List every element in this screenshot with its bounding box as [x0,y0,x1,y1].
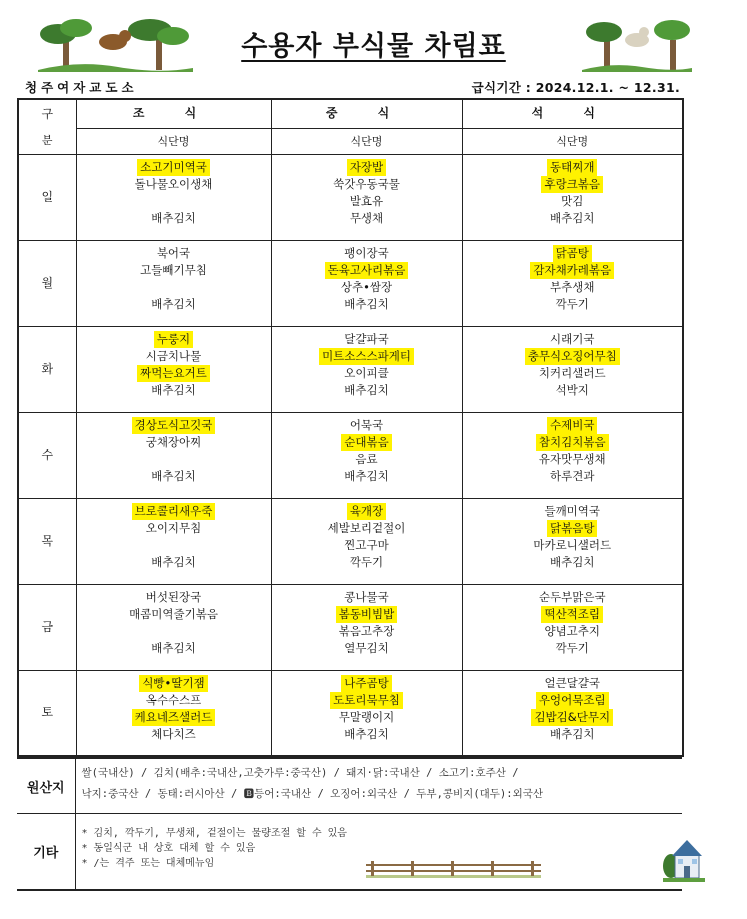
meal-cell [76,670,271,756]
dish-item: 배추김치 [344,383,389,397]
dish-item: 배추김치 [344,297,389,311]
dish-list [77,587,271,667]
meal-cell [271,584,462,670]
table-row [18,412,683,498]
footer-table [17,757,682,891]
dish-item: 달걀파국 [344,332,389,346]
dish-list [463,157,683,237]
page-title: 수용자 부식물 차림표 [241,31,506,62]
origin-line-2: 낙지:중국산 / 동태:러시아산 / 🅱등어:국내산 / 오징어:외국산 / 두부,콩비지(대두):외국산 [81,788,544,800]
dish-item-highlighted: 소고기미역국 [137,159,210,176]
subheader-lunch: 식단명 [271,128,462,154]
dish-item-highlighted: 육개장 [347,503,386,520]
dish-list [272,157,462,237]
menu-table [17,98,684,757]
dish-item: 들깨미역국 [544,504,601,518]
dish-item: 볶음고추장 [338,624,395,638]
etc-row [17,814,682,890]
meal-cell [271,326,462,412]
meal-cell [462,498,683,584]
dish-list [463,243,683,323]
house-decoration-icon [663,832,705,882]
dish-list [272,415,462,495]
dish-item-highlighted: 후랑크볶음 [541,176,603,193]
dish-item-highlighted: 미트소스스파게티 [319,348,414,365]
origin-row [17,758,682,814]
menu-name-row [18,128,683,154]
dish-item: 배추김치 [151,469,196,483]
meal-cell [462,412,683,498]
meal-cell [76,154,271,240]
dish-item-highlighted: 김밥김&단무지 [531,709,613,726]
meal-cell [462,154,683,240]
table-row [18,584,683,670]
dish-item-highlighted: 브로콜리새우죽 [132,503,216,520]
dish-item-highlighted: 식빵•딸기잼 [139,675,207,692]
day-label: 수 [18,412,76,498]
meal-cell [271,154,462,240]
meal-cell [462,584,683,670]
dish-list [272,673,462,753]
dish-item-highlighted: 봄동비빔밥 [336,606,398,623]
dish-list [463,329,683,409]
day-label: 일 [18,154,76,240]
dish-item: 배추김치 [151,555,196,569]
dish-item: 치커리샐러드 [538,366,606,380]
dish-list [77,157,271,237]
dish-item: 시래기국 [550,332,595,346]
header-bun: 분 [18,128,76,154]
dish-item: 체다치즈 [151,726,196,741]
dish-item: 마카로니샐러드 [533,538,612,552]
meal-cell [271,412,462,498]
dish-item: 찐고구마 [344,538,389,552]
day-label: 목 [18,498,76,584]
dish-item-highlighted: 짜먹는요거트 [137,365,210,382]
dish-list [272,329,462,409]
dish-item: 배추김치 [151,641,196,655]
etc-label: 기타 [17,814,75,890]
etc-note: * /는 격주 또는 대체메뉴임 [81,858,215,869]
dish-item: 북어국 [156,246,191,260]
meal-cell [271,670,462,756]
meal-period: 급식기간 : 2024.12.1. ~ 12.31. [471,80,680,95]
meal-cell [462,326,683,412]
meal-cell [76,584,271,670]
dish-item: 돌나물오이생채 [134,177,213,191]
header-gu: 구 [18,99,76,128]
header-lunch: 중 식 [271,99,462,128]
dish-item: 무말랭이지 [338,709,395,724]
dish-item-highlighted: 순대볶음 [341,434,391,451]
dish-item-highlighted: 동태찌개 [547,159,597,176]
dish-item: 오이피클 [344,366,389,380]
dish-item-highlighted: 케요네즈샐러드 [132,709,216,726]
origin-label: 원산지 [17,758,75,814]
dish-item: 음료 [355,452,378,466]
dish-list [272,587,462,667]
dish-item-highlighted: 나주곰탕 [341,675,391,692]
etc-cell [75,814,682,890]
dish-item: 배추김치 [344,469,389,483]
dish-item: 배추김치 [344,726,389,741]
day-label: 화 [18,326,76,412]
subheader-breakfast: 식단명 [76,128,271,154]
meal-header-row [18,99,683,128]
dish-item: 깍두기 [349,555,384,569]
dish-item-highlighted: 닭곰탕 [553,245,592,262]
dish-item: 배추김치 [151,383,196,397]
dish-item: 부추생채 [550,280,595,294]
table-row [18,326,683,412]
dish-item-highlighted: 떡산적조림 [541,606,603,623]
dish-item-highlighted: 감자채카레볶음 [530,262,614,279]
dish-list [77,501,271,581]
dish-item: 어묵국 [349,418,384,432]
dish-item-highlighted: 우엉어묵조림 [536,692,609,709]
table-row [18,240,683,326]
meal-cell [271,498,462,584]
subheader-dinner: 식단명 [462,128,683,154]
dish-item: 옥수수스프 [145,692,202,707]
dish-item-highlighted: 자장밥 [347,159,386,176]
dish-item: 깍두기 [555,641,589,655]
dish-item: 시금치나물 [145,349,202,363]
dish-item: 하루견과 [550,469,595,483]
dish-list [77,415,271,495]
meal-cell [271,240,462,326]
dish-list [463,415,683,495]
day-label: 금 [18,584,76,670]
menu-body [18,154,683,756]
dish-list [463,673,683,753]
origin-line-1: 쌀(국내산) / 김치(배추:국내산,고춧가루:중국산) / 돼지·닭:국내산 / 소고기:호주산 / [81,767,519,779]
dish-item: 매콤미역줄기볶음 [129,607,218,621]
dish-item: 배추김치 [550,726,595,741]
dish-item-highlighted: 충무식오징어무침 [525,348,620,365]
dish-item-highlighted: 누룽지 [154,331,193,348]
etc-note: * 동일식군 내 상호 대체 할 수 있음 [81,843,256,854]
dish-item: 고들빼기무침 [140,263,207,277]
dish-item-highlighted: 닭볶음탕 [547,520,597,537]
dish-item: 맛김 [561,194,584,208]
meal-cell [76,412,271,498]
dish-item: 배추김치 [151,297,196,311]
dish-item: 오이지무침 [145,521,202,535]
header-dinner: 석 식 [462,99,683,128]
dish-item-highlighted: 경상도식고깃국 [132,417,216,434]
dish-item: 배추김치 [550,555,595,569]
dish-item: 발효유 [349,194,384,208]
table-row [18,670,683,756]
header-breakfast: 조 식 [76,99,271,128]
meal-cell [462,240,683,326]
institution-name: 청주여자교도소 [25,80,138,95]
meal-cell [76,498,271,584]
dish-list [272,243,462,323]
fence-decoration-icon [366,858,541,878]
dish-item: 순두부맑은국 [538,590,606,604]
origin-cell [75,758,682,814]
dish-item: 얼큰달걀국 [544,675,601,690]
day-label: 월 [18,240,76,326]
dish-item: 버섯된장국 [145,590,202,604]
dish-item: 깍두기 [555,297,589,311]
dish-list [463,501,683,581]
dish-item: 유자맛무생채 [538,452,606,466]
dish-item-highlighted: 돈육고사리볶음 [325,262,409,279]
dish-item: 콩나물국 [344,590,389,604]
dish-list [77,673,271,753]
day-label: 토 [18,670,76,756]
dish-item: 쑥갓우동국물 [333,177,400,191]
dish-item: 무생채 [349,211,384,225]
table-row [18,498,683,584]
dish-item-highlighted: 수제비국 [547,417,597,434]
dish-list [463,587,683,667]
meal-cell [76,326,271,412]
dish-list [77,243,271,323]
dish-item: 세발보리겉절이 [327,521,406,535]
dish-item-highlighted: 도토리묵무침 [330,692,403,709]
dish-item: 석박지 [555,383,589,397]
dish-item-highlighted: 참치김치볶음 [536,434,609,451]
info-row [17,75,682,97]
dish-list [272,501,462,581]
dish-item: 상추•쌈장 [340,280,393,294]
etc-note: * 김치, 깍두기, 무생채, 겉절이는 물량조절 할 수 있음 [81,828,347,839]
dish-item: 배추김치 [151,211,196,225]
dish-item: 팽이장국 [344,246,389,260]
dish-list [77,329,271,409]
page-header [0,0,747,80]
meal-cell [462,670,683,756]
meal-cell [76,240,271,326]
dish-item: 배추김치 [550,211,595,225]
tree-decoration-icon [582,12,692,72]
dish-item: 양념고추지 [544,624,601,638]
dish-item: 열무김치 [344,641,389,655]
table-row [18,154,683,240]
dish-item: 궁채장아찌 [145,435,202,449]
